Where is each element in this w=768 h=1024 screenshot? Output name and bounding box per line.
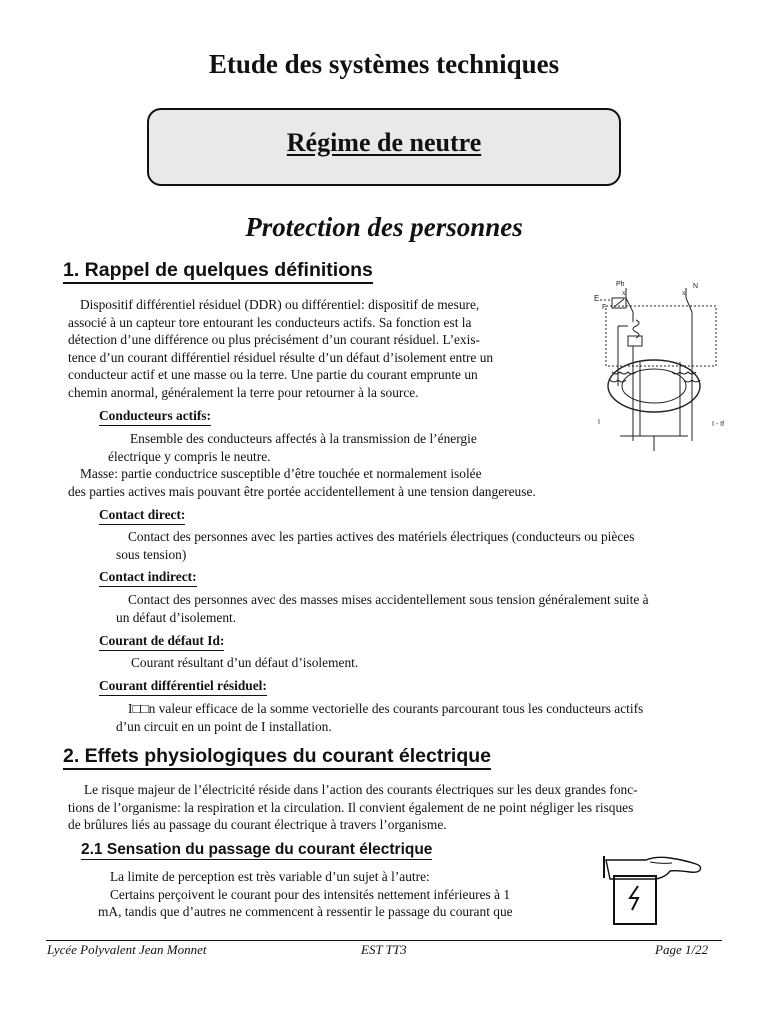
subsection-2-1-heading bbox=[81, 841, 432, 859]
text-line: mA, tandis que d’autres ne commencent à ressentir le passage du courant que bbox=[98, 904, 513, 919]
term-label: Contact direct: bbox=[99, 507, 185, 525]
ddr-schematic-diagram bbox=[588, 276, 738, 456]
subsection-heading-text: 2.1 Sensation du passage du courant électrique bbox=[81, 841, 433, 858]
label-i-if: I - If bbox=[712, 421, 725, 428]
text-line: tions de l’organisme: la respiration et la circulation. Il convient également de ne point négliger les risques bbox=[68, 799, 634, 815]
conducteurs-actifs-definition bbox=[108, 430, 668, 465]
term-label: Courant différentiel résiduel: bbox=[99, 678, 267, 696]
text-line: un défaut d’isolement. bbox=[116, 609, 237, 625]
term-courant-defaut bbox=[99, 632, 224, 650]
label-f: F bbox=[602, 304, 607, 311]
footer-divider bbox=[46, 940, 722, 941]
text-line: conducteur actif et une masse ou la terre. Une partie du courant emprunte un bbox=[68, 367, 478, 382]
section-2-heading-text: 2. Effets physiologiques du courant électrique bbox=[63, 745, 491, 770]
text-line: I□□n valeur efficace de la somme vectorielle des courants parcourant tous les conducteurs actifs bbox=[128, 701, 644, 716]
term-label: Contact indirect: bbox=[99, 569, 197, 587]
text-line: détection d’une différence ou plus précisément d’un courant résiduel. L’exis- bbox=[68, 332, 480, 347]
footer-class: EST TT3 bbox=[361, 942, 407, 957]
masse-definition bbox=[68, 465, 728, 500]
section-1-heading-text: 1. Rappel de quelques définitions bbox=[63, 259, 373, 284]
footer-school: Lycée Polyvalent Jean Monnet bbox=[47, 942, 207, 957]
footer-page-number: Page 1/22 bbox=[655, 942, 709, 957]
contact-indirect-definition bbox=[116, 591, 736, 626]
text-line: Masse: partie conductrice susceptible d’être touchée et normalement isolée bbox=[80, 466, 482, 481]
text-line: chemin anormal, généralement la terre pour retourner à la source. bbox=[68, 384, 419, 400]
section-2-intro bbox=[68, 781, 738, 834]
section-1-heading bbox=[63, 259, 373, 282]
page-subtitle: Protection des personnes bbox=[245, 212, 523, 242]
section-2-heading bbox=[63, 745, 491, 768]
term-contact-direct bbox=[99, 506, 185, 524]
ddr-definition bbox=[68, 296, 568, 401]
label-ph: Ph bbox=[616, 281, 625, 288]
text-line: électrique y compris le neutre. bbox=[108, 448, 271, 464]
term-courant-differentiel bbox=[99, 677, 267, 695]
hand-shock-illustration bbox=[600, 850, 710, 930]
label-n: N bbox=[693, 283, 699, 290]
svg-text:x: x bbox=[622, 289, 626, 297]
text-line: tence d’un courant différentiel résiduel résulte d’un défaut d’isolement entre un bbox=[68, 349, 494, 365]
contact-direct-definition bbox=[116, 528, 736, 563]
text-line: Contact des personnes avec des masses mises accidentellement sous tension généralement suite à bbox=[128, 592, 649, 607]
courant-defaut-definition bbox=[131, 654, 691, 672]
text-line: d’un circuit en un point de I installation. bbox=[116, 718, 332, 734]
label-i: I bbox=[598, 419, 600, 426]
term-label: Conducteurs actifs: bbox=[99, 408, 211, 426]
text-line: Dispositif différentiel résiduel (DDR) ou différentiel: dispositif de mesure, bbox=[80, 297, 480, 312]
text-line: Ensemble des conducteurs affectés à la transmission de l’énergie bbox=[130, 431, 477, 446]
page-title: Etude des systèmes techniques bbox=[208, 49, 560, 79]
term-label: Courant de défaut Id: bbox=[99, 633, 224, 651]
courant-differentiel-definition bbox=[116, 700, 736, 735]
text-line: sous tension) bbox=[116, 546, 187, 562]
text-line: associé à un capteur tore entourant les conducteurs actifs. Sa fonction est la bbox=[68, 314, 472, 330]
term-conducteurs-actifs bbox=[99, 407, 211, 425]
text-line: Contact des personnes avec les parties actives des matériels électriques (conducteurs ou pièces bbox=[128, 529, 635, 544]
text-line: Certains perçoivent le courant pour des intensités nettement inférieures à 1 bbox=[110, 886, 511, 902]
text-line: des parties actives mais pouvant être portée accidentellement à une tension dangereuse. bbox=[68, 483, 536, 499]
subsection-2-1-text bbox=[98, 868, 588, 921]
svg-text:x: x bbox=[682, 289, 686, 297]
text-line: La limite de perception est très variable d’un sujet à l’autre: bbox=[110, 869, 430, 884]
box-title: Régime de neutre bbox=[286, 128, 482, 157]
text-line: Le risque majeur de l’électricité réside dans l’action des courants électriques sur les deux grandes fonc- bbox=[84, 782, 638, 797]
term-contact-indirect bbox=[99, 568, 197, 586]
label-e: E bbox=[594, 294, 600, 303]
text-line: de brûlures liés au passage du courant électrique à travers l’organisme. bbox=[68, 817, 447, 832]
text-line: Courant résultant d’un défaut d’isolement. bbox=[131, 655, 359, 670]
